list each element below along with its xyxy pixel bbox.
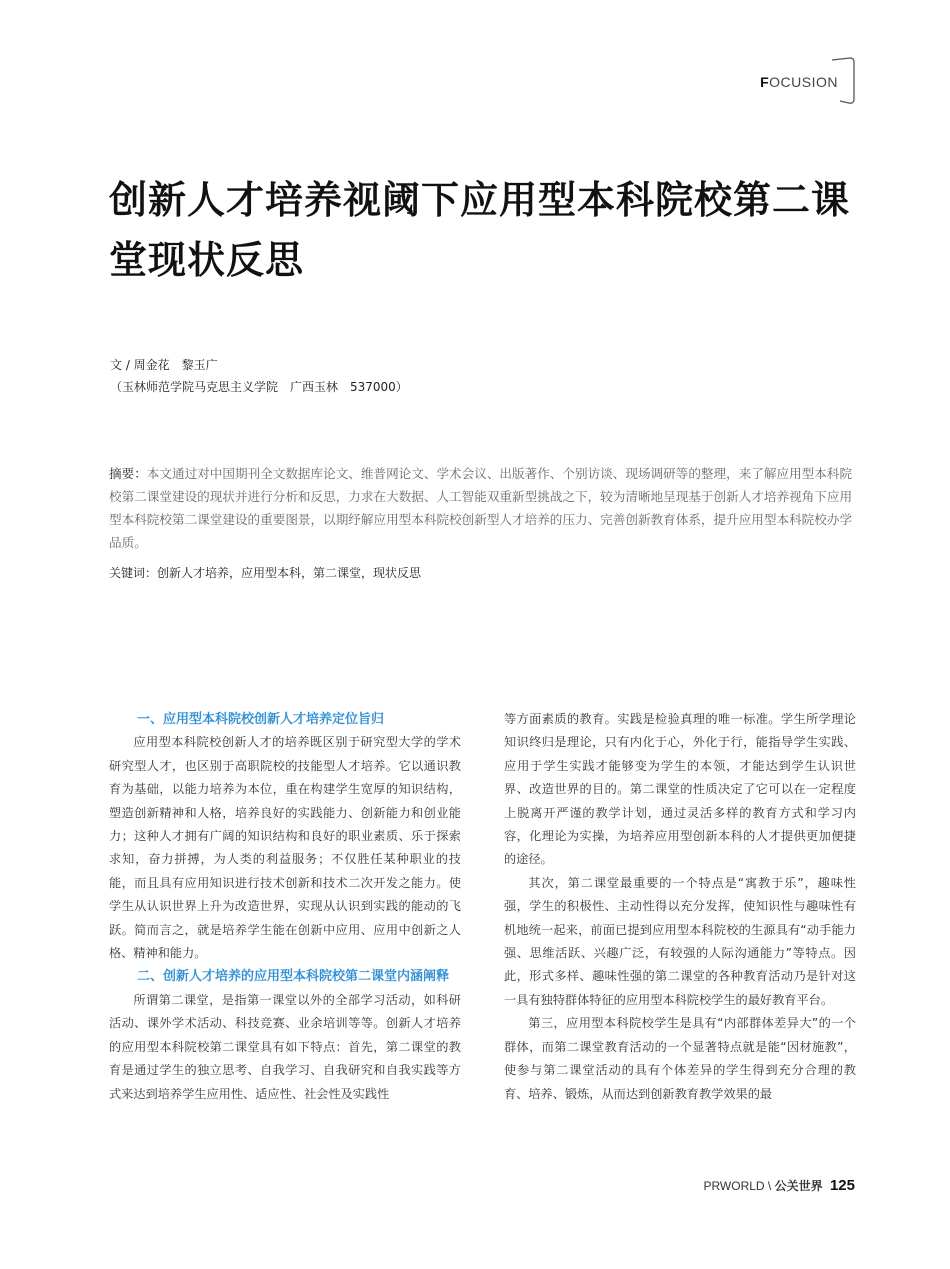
- page-footer: [703, 1177, 855, 1194]
- body-paragraph: 其次，第二课堂最重要的一个特点是“寓教于乐”，趣味性强，学生的积极性、主动性得以充分发挥，使知识性与趣味性有机地统一起来，前面已提到应用型本科院校的生源具有“动手能力强、思维活跃、兴趣广泛，有较强的人际沟通能力”等特点。因此，形式多样、趣味性强的第二课堂的各种教育活动乃是针对这一具有独特群体特征的应用型本科院校学生的最好教育平台。: [504, 875, 856, 1007]
- footer-separator: \: [767, 1179, 772, 1193]
- keywords: 关键词：创新人才培养，应用型本科，第二课堂，现状反思: [109, 566, 422, 580]
- abstract-text: 本文通过对中国期刊全文数据库论文、维普网论文、学术会议、出版著作、个别访谈、现场调研等的整理，来了解应用型本科院校第二课堂建设的现状并进行分析和反思，力求在大数据、人工智能双重新型挑战之下，较为清晰地呈现基于创新人才培养视角下应用型本科院校第二课堂建设的重要图景，以期纾解应用型本科院校创新型人才培养的压力、完善创新教育体系，提升应用型本科院校办学品质。: [109, 466, 853, 550]
- section-heading-1: 一、应用型本科院校创新人才培养定位旨归: [137, 712, 385, 727]
- affiliation-line: （玉林师范学院马克思主义学院 广西玉林 537000）: [110, 380, 408, 394]
- body-paragraph: 应用型本科院校创新人才的培养既区别于研究型大学的学术研究型人才，也区别于高职院校的技能型人才培养。它以通识教育为基础，以能力培养为本位，重在构建学生宽厚的知识结构，塑造创新精神和人格，培养良好的实践能力、创新能力和创业能力；这种人才拥有广阔的知识结构和良好的职业素质、乐于探索求知，奋力拼搏，为人类的利益服务；不仅胜任某种职业的技能，而且具有应用知识进行技术创新和技术二次开发之能力。使学生从认识世界上升为改造世界，实现从认识到实践的能动的飞跃。简而言之，就是培养学生能在创新中应用、应用中创新之人格、精神和能力。: [109, 735, 461, 961]
- section-tag: [760, 74, 838, 90]
- right-column: [504, 708, 856, 1106]
- abstract-label: 摘要：: [109, 466, 147, 481]
- journal-name-cn: 公关世界: [774, 1179, 823, 1193]
- article-title: 创新人才培养视阈下应用型本科院校第二课堂现状反思: [109, 178, 851, 282]
- journal-name-en: PRWORLD: [703, 1179, 765, 1193]
- page-number: 125: [829, 1177, 855, 1194]
- section-tag-initial: F: [760, 74, 770, 90]
- body-paragraph: 所谓第二课堂，是指第一课堂以外的全部学习活动，如科研活动、课外学术活动、科技竞赛、业余培训等等。创新人才培养的应用型本科院校第二课堂具有如下特点：首先，第二课堂的教育是通过学生的独立思考、自我学习、自我研究和自我实践等方式来达到培养学生应用性、适应性、社会性及实践性: [109, 992, 461, 1101]
- section-tag-rest: OCUSION: [769, 74, 838, 90]
- section-heading-2: 二、创新人才培养的应用型本科院校第二课堂内涵阐释: [137, 969, 450, 985]
- body-paragraph: 等方面素质的教育。实践是检验真理的唯一标准。学生所学理论知识终归是理论，只有内化于心，外化于行，能指导学生实践、应用于学生实践才能够变为学生的本领，才能达到学生认识世界、改造世界的目的。第二课堂的性质决定了它可以在一定程度上脱离开严谨的教学计划，通过灵活多样的教育方式和学习内容，化理论为实操，为培养应用型创新本科的人才提供更加便捷的途径。: [504, 712, 856, 867]
- author-line: 文 / 周金花 黎玉广: [110, 358, 218, 372]
- left-column: [109, 708, 461, 1106]
- abstract: [109, 462, 857, 554]
- body-paragraph: 第三，应用型本科院校学生是具有“内部群体差异大”的一个群体，而第二课堂教育活动的一个显著特点就是能“因材施教”，使参与第二课堂活动的具有个体差异的学生得到充分合理的教育、培养、锻炼，从而达到创新教育教学效果的最: [504, 1016, 856, 1101]
- bracket-decoration-icon: [828, 57, 858, 107]
